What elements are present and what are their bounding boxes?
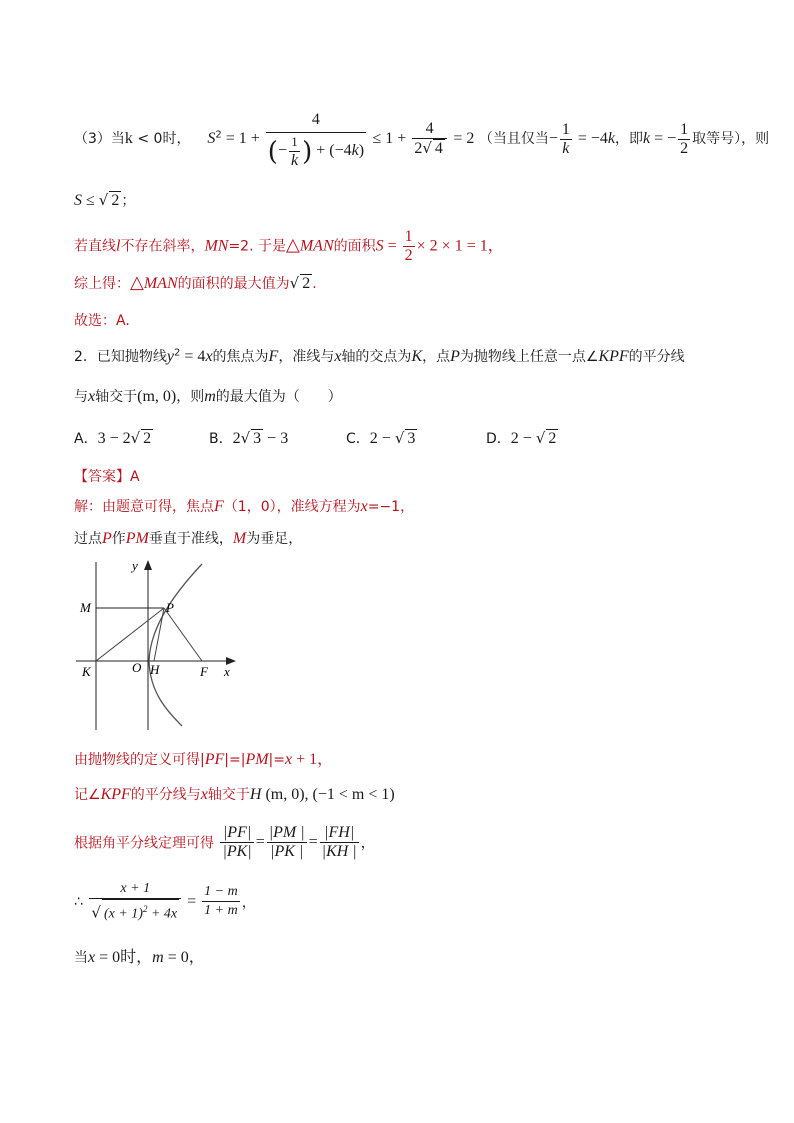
- label-h: H: [150, 662, 160, 677]
- question-2-line-2: 与x轴交于(m, 0)，则m的最大值为（ ）: [74, 388, 342, 405]
- solution-line-6: ∴ $\frac{x + 1}{√ (x + 1)^2 + 4x}$ = $\frac{1 - m}{1 + m}$ ，: [74, 881, 256, 922]
- solution-line-4: 记∠KPF的平分线与x轴交于H (m, 0), (−1 < m < 1): [74, 786, 395, 803]
- label-p: P: [166, 600, 174, 615]
- label-y: y: [132, 558, 138, 573]
- solution-line-5: 根据角平分线定理可得 $\frac{|PF|}{|PK|}$ = $\frac{|PM |}{|PK |}$ = $\frac{|FH|}{|KH |}$ ，: [74, 824, 375, 860]
- solution-line-1: 解：由题意可得，焦点F（1，0），准线方程为x=−1，: [74, 498, 415, 515]
- option-c[interactable]: C．2 − √ 3: [346, 429, 416, 447]
- solution-line-2: 过点P作PM垂直于准线，M为垂足，: [74, 530, 303, 547]
- option-d[interactable]: D．2 − √ 2: [486, 429, 557, 447]
- option-b[interactable]: B．2√ 3 − 3: [209, 429, 289, 447]
- solution-line-7: 当x = 0时，m = 0，: [74, 949, 205, 966]
- y-axis-arrow: [144, 560, 152, 570]
- pf-segment: [164, 608, 202, 661]
- solution-line-3: 由抛物线的定义可得|PF|=|PM|=x + 1，: [74, 751, 334, 768]
- choice-line: 故选：A.: [74, 313, 130, 329]
- ph-segment: [154, 608, 164, 661]
- label-x: x: [224, 664, 230, 679]
- fraction-main: 4 (− $\frac{1}{k}$ ) + (−4k): [266, 108, 366, 170]
- label-o: O: [132, 660, 142, 675]
- s-bound-line: S ≤ √ 2 ；: [74, 191, 136, 209]
- vertical-line-case: 若直线l不存在斜率，MN=2. 于是△MAN的面积S = $\frac{1}{2}$ × 2 × 1 = 1，: [74, 228, 504, 264]
- conclusion-line: 综上得：△MAN的面积的最大值为√ 2 .: [74, 272, 317, 293]
- case3-line: （3）当k < 0时， $S^2 = 1$ + 4 (− $\frac{1}{k}$ ) + (−4k) ≤ 1 + $\frac{4}{2√ 4}$ = 2 （当且仅当− $\frac{1}{k}$ = −4k，即k = − $\frac{1}{2}$ 取等号），则: [74, 108, 769, 170]
- question-2-line-1: 2．已知抛物线$y^2 = 4x$的焦点为F，准线与x轴的交点为K，点P为抛物线上任意一点∠KPF的平分线: [74, 347, 685, 365]
- label-k: K: [82, 664, 91, 679]
- label-f: F: [200, 664, 208, 679]
- parabola-figure: [74, 558, 244, 732]
- label-m: M: [80, 600, 91, 615]
- answer-label: 【答案】A: [74, 469, 140, 485]
- fraction-bound: $\frac{4}{2√ 4}$: [412, 120, 447, 158]
- option-a[interactable]: A．3 − 2√ 2: [74, 429, 152, 447]
